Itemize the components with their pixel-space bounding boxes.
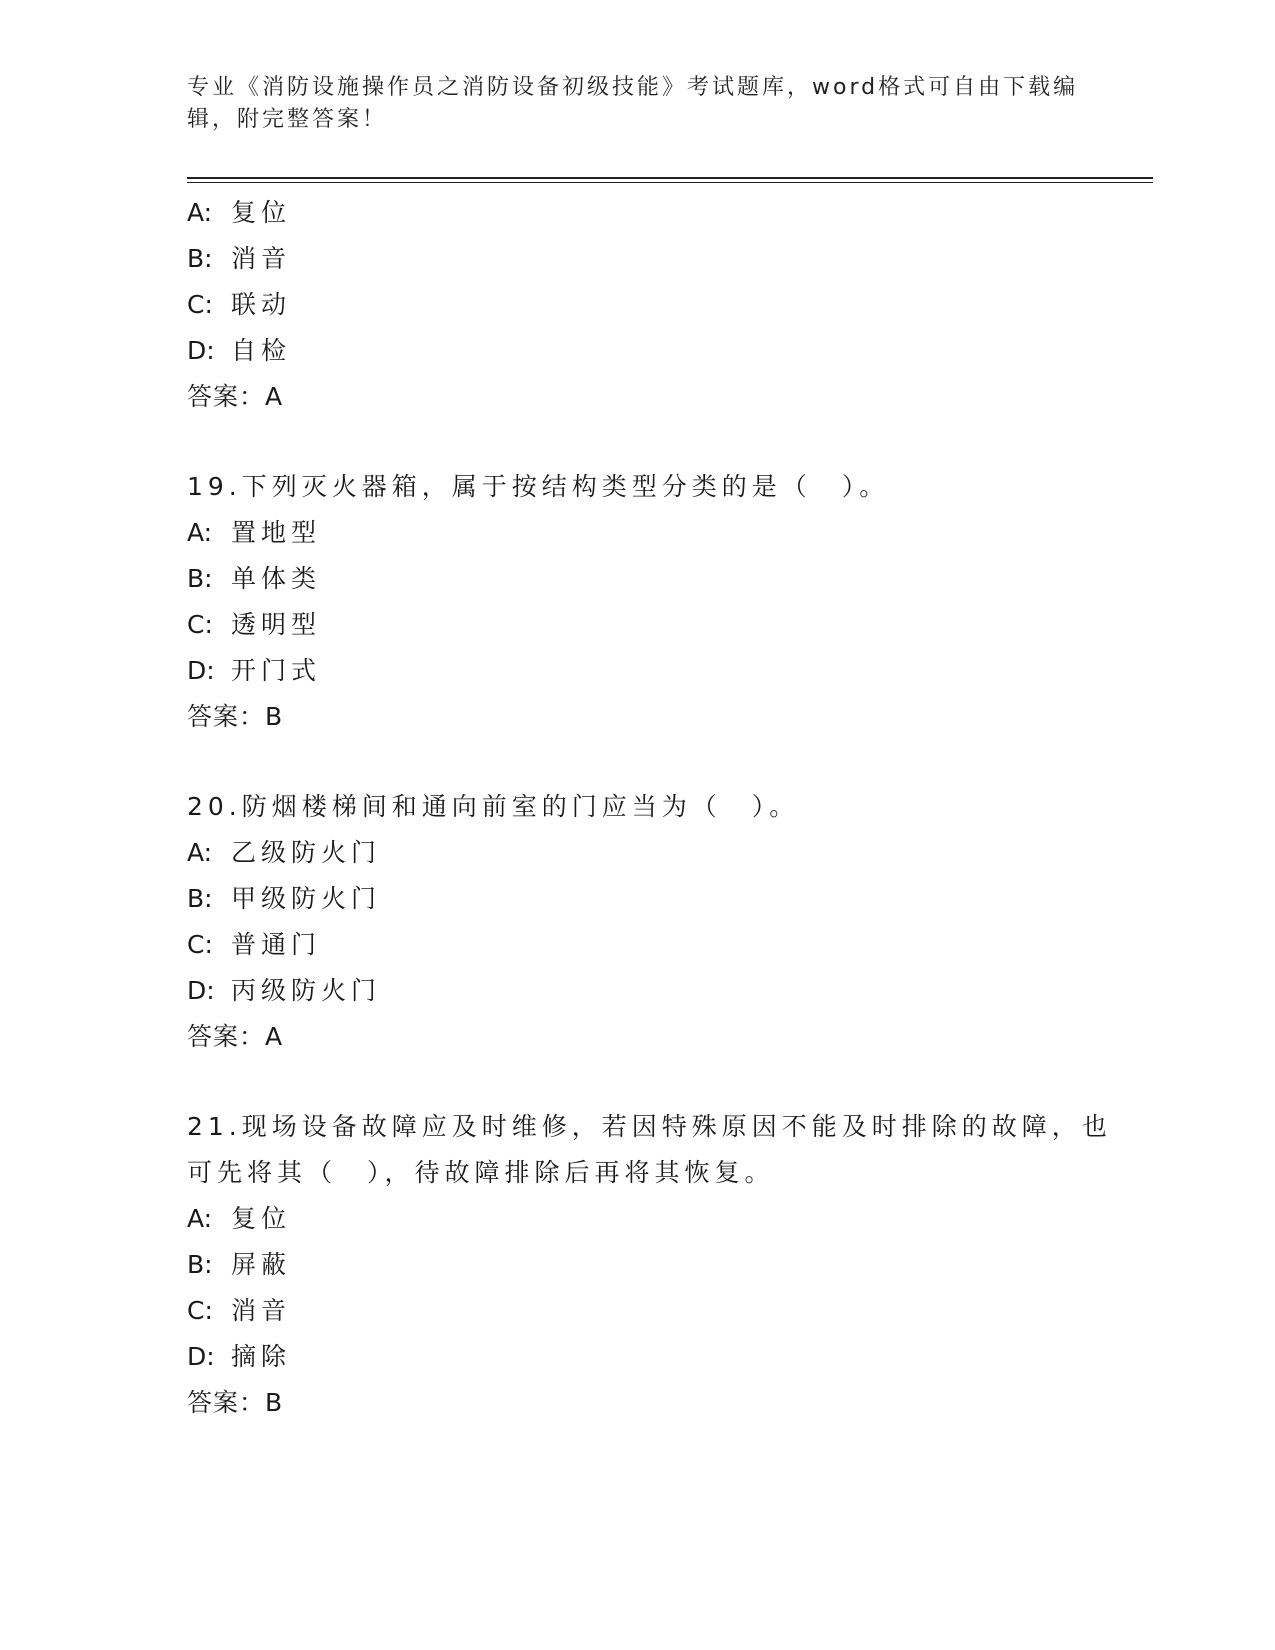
- option-label: C:: [187, 610, 213, 639]
- option-d: [187, 968, 1147, 1014]
- option-c: [187, 602, 1147, 648]
- option-c: [187, 922, 1147, 968]
- option-text: 消音: [231, 1296, 292, 1325]
- option-b: [187, 876, 1147, 922]
- option-label: D:: [187, 336, 215, 365]
- option-a: [187, 510, 1147, 556]
- option-label: D:: [187, 656, 215, 685]
- option-text: 联动: [231, 290, 292, 319]
- option-label: C:: [187, 1296, 213, 1325]
- option-label: A:: [187, 518, 213, 547]
- option-c: [187, 282, 1147, 328]
- option-b: [187, 1242, 1147, 1288]
- option-label: B:: [187, 884, 213, 913]
- option-d: [187, 1334, 1147, 1380]
- option-text: 复位: [231, 1204, 292, 1233]
- option-label: C:: [187, 290, 213, 319]
- option-text: 单体类: [231, 564, 322, 593]
- option-a: [187, 830, 1147, 876]
- option-label: B:: [187, 564, 213, 593]
- option-d: [187, 648, 1147, 694]
- question-stem: 19.下列灭火器箱，属于按结构类型分类的是（ ）。: [187, 472, 890, 501]
- option-text: 透明型: [231, 610, 322, 639]
- header-divider-thin: [187, 182, 1153, 183]
- option-label: D:: [187, 1342, 215, 1371]
- option-text: 乙级防火门: [231, 838, 382, 867]
- option-b: [187, 236, 1147, 282]
- option-text: 屏蔽: [231, 1250, 292, 1279]
- option-d: [187, 328, 1147, 374]
- option-label: B:: [187, 244, 213, 273]
- option-label: D:: [187, 976, 215, 1005]
- option-a: [187, 1196, 1147, 1242]
- option-label: C:: [187, 930, 213, 959]
- answer-line: 答案：B: [187, 702, 284, 731]
- header-divider: [187, 177, 1153, 179]
- option-text: 自检: [231, 336, 292, 365]
- option-c: [187, 1288, 1147, 1334]
- answer-line: 答案：A: [187, 1022, 284, 1051]
- option-a: [187, 190, 1147, 236]
- question-stem: 21.现场设备故障应及时维修，若因特殊原因不能及时排除的故障，也: [187, 1112, 1112, 1141]
- option-text: 甲级防火门: [231, 884, 382, 913]
- answer-line: 答案：A: [187, 382, 284, 411]
- option-label: B:: [187, 1250, 213, 1279]
- option-label: A:: [187, 198, 213, 227]
- option-label: A:: [187, 1204, 213, 1233]
- option-text: 普通门: [231, 930, 322, 959]
- option-text: 摘除: [231, 1342, 292, 1371]
- page-header: 专业《消防设施操作员之消防设备初级技能》考试题库，word格式可自由下载编辑，附完整答案！: [187, 75, 1079, 132]
- question-stem: 20.防烟楼梯间和通向前室的门应当为（ ）。: [187, 792, 800, 821]
- option-text: 置地型: [231, 518, 322, 547]
- option-label: A:: [187, 838, 213, 867]
- question-list: [187, 190, 1147, 1426]
- question-stem-continued: 可先将其（ ），待故障排除后再将其恢复。: [187, 1158, 775, 1187]
- option-text: 丙级防火门: [231, 976, 382, 1005]
- option-text: 开门式: [231, 656, 322, 685]
- option-b: [187, 556, 1147, 602]
- option-text: 复位: [231, 198, 292, 227]
- option-text: 消音: [231, 244, 292, 273]
- answer-line: 答案：B: [187, 1388, 284, 1417]
